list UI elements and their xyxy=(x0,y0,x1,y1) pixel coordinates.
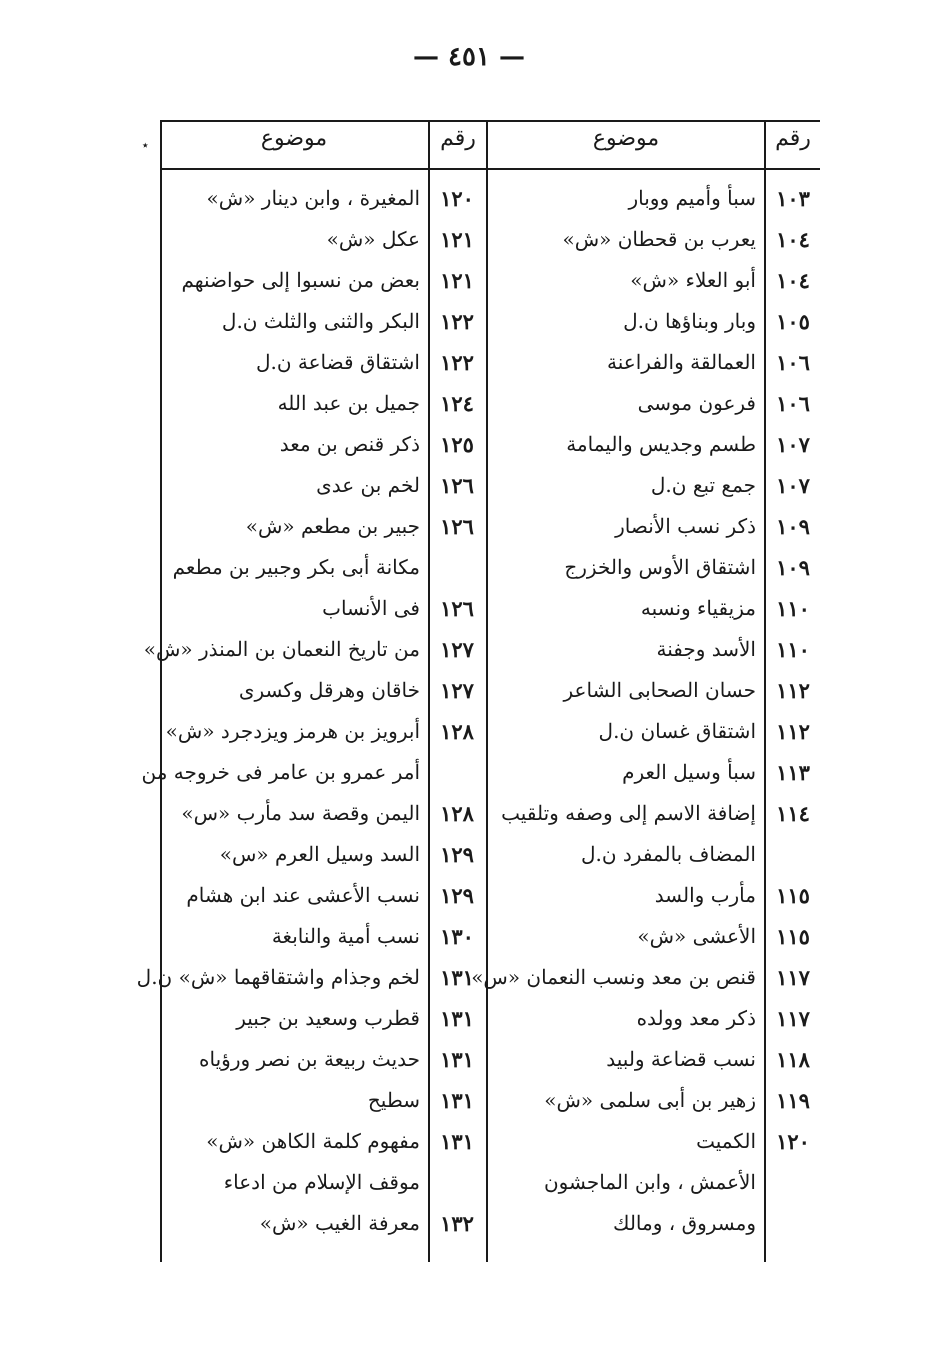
right-topic-cell: الكميت xyxy=(696,1129,756,1153)
table-row xyxy=(160,998,820,1039)
left-topic-cell: نسب الأعشى عند ابن هشام xyxy=(186,883,420,907)
left-topic-cell: أمر عمرو بن عامر فى خروجه من xyxy=(141,760,420,784)
right-topic-cell: قنص بن معد ونسب النعمان «س» xyxy=(471,965,756,989)
table-row xyxy=(160,547,820,588)
left-number-cell: ١٢٤ xyxy=(440,391,474,416)
right-topic-cell: مزيقياء ونسبه xyxy=(640,596,756,620)
left-number-cell: ١٣٢ xyxy=(440,1211,474,1236)
table-row xyxy=(160,260,820,301)
left-topic-cell: اليمن وقصة سد مأرب «س» xyxy=(181,801,420,825)
left-topic-cell: نسب أمية والنابغة xyxy=(271,924,420,948)
right-topic-cell: ذكر نسب الأنصار xyxy=(615,514,756,538)
left-number-cell: ١٢٨ xyxy=(440,801,474,826)
left-topic-cell: اشتقاق قضاعة ن.ل xyxy=(255,350,420,374)
table-row xyxy=(160,506,820,547)
left-number-cell: ١٢٩ xyxy=(440,842,474,867)
left-number-cell: ١٢٨ xyxy=(440,719,474,744)
table-row xyxy=(160,383,820,424)
table-row xyxy=(143,629,820,670)
right-number-cell: ١٠٦ xyxy=(776,391,810,416)
left-topic-cell: موقف الإسلام من ادعاء xyxy=(223,1170,420,1194)
left-topic-cell: السد وسيل العرم «س» xyxy=(219,842,420,866)
table-row xyxy=(160,1080,820,1121)
table-row xyxy=(136,957,820,998)
table-row xyxy=(160,875,820,916)
left-topic-cell: لخم بن عدى xyxy=(316,473,420,497)
index-table xyxy=(136,110,820,1265)
left-number-header: رقم xyxy=(440,126,476,151)
table-row xyxy=(160,588,820,629)
center-header-rule xyxy=(430,168,486,170)
left-number-cell: ١٢٦ xyxy=(440,514,474,539)
table-row xyxy=(160,916,820,957)
left-number-cell: ١٣١ xyxy=(440,1047,474,1072)
page-number: — ٤٥١ — xyxy=(412,42,526,72)
left-topic-cell: مكانة أبى بكر وجبير بن مطعم xyxy=(172,555,420,579)
right-topic-cell: زهير بن أبى سلمى «ش» xyxy=(544,1088,756,1112)
table-row xyxy=(160,670,820,711)
left-topic-cell: أبرويز بن هرمز ويزدجرد «ش» xyxy=(165,719,420,743)
left-number-cell: ١٣١ xyxy=(440,965,474,990)
right-topic-cell: حسان الصحابى الشاعر xyxy=(563,678,756,702)
left-number-cell: ١٢٦ xyxy=(440,473,474,498)
left-topic-cell: جبير بن مطعم «ش» xyxy=(245,514,420,538)
left-number-cell: ١٢١ xyxy=(440,227,474,252)
table-row xyxy=(160,219,820,260)
right-number-cell: ١٠٩ xyxy=(776,555,810,580)
left-topic-cell: لخم وجذام واشتقاقهما «ش» ن.ل xyxy=(136,965,420,989)
right-number-cell: ١٠٣ xyxy=(776,186,810,211)
right-topic-cell: نسب قضاعة ولبيد xyxy=(606,1047,756,1071)
right-number-cell: ١٠٥ xyxy=(776,309,810,334)
right-number-cell: ١٠٤ xyxy=(776,227,810,252)
right-number-cell: ١٠٦ xyxy=(776,350,810,375)
left-topic-cell: من تاريخ النعمان بن المنذر «ش» xyxy=(143,637,420,661)
right-number-cell: ١١٧ xyxy=(776,965,810,990)
right-number-cell xyxy=(768,834,818,875)
left-number-cell: ١٢٧ xyxy=(440,678,474,703)
right-number-cell: ١١٥ xyxy=(776,883,810,908)
table-row xyxy=(160,711,820,752)
right-number-cell: ١١٩ xyxy=(776,1088,810,1113)
left-number-cell: ١٢١ xyxy=(440,268,474,293)
right-topic-cell: الأعمش ، وابن الماجشون xyxy=(543,1170,756,1194)
table-row xyxy=(160,342,820,383)
table-row xyxy=(160,301,820,342)
right-topic-cell: الأعشى «ش» xyxy=(637,924,756,948)
right-topic-cell: وبار وبناؤها ن.ل xyxy=(623,309,756,333)
left-topic-cell: عكل «ش» xyxy=(326,227,420,251)
left-topic-cell: قطرب وسعيد بن جبير xyxy=(236,1006,420,1030)
left-number-cell: ١٣١ xyxy=(440,1129,474,1154)
left-topic-cell: مفهوم كلمة الكاهن «ش» xyxy=(206,1129,420,1153)
right-number-header: رقم xyxy=(775,126,811,151)
index-rows xyxy=(136,178,820,1244)
right-number-cell xyxy=(768,1162,818,1203)
left-topic-cell: المغيرة ، وابن دينار «ش» xyxy=(206,186,420,210)
table-row xyxy=(160,1121,820,1162)
right-number-cell: ١٢٠ xyxy=(776,1129,810,1154)
right-topic-cell: العمالقة والفراعنة xyxy=(607,350,756,374)
right-topic-cell: الأسد وجفنة xyxy=(656,637,756,661)
left-topic-cell: فى الأنساب xyxy=(322,596,420,620)
right-number-cell: ١١٢ xyxy=(776,719,810,744)
right-topic-cell: ومسروق ، ومالك xyxy=(612,1211,756,1235)
right-topic-cell: فرعون موسى xyxy=(637,391,756,415)
left-number-cell: ١٢٢ xyxy=(440,350,474,375)
table-row xyxy=(160,178,820,219)
left-number-cell: ١٢٠ xyxy=(440,186,474,211)
table-row xyxy=(160,1039,820,1080)
table-row xyxy=(160,793,820,834)
left-number-cell: ١٣٠ xyxy=(440,924,474,949)
right-topic-cell: سبأ وسيل العرم xyxy=(622,760,756,784)
left-number-cell: ١٣١ xyxy=(440,1006,474,1031)
far-right-header-rule xyxy=(766,168,820,170)
right-topic-cell: مأرب والسد xyxy=(654,883,756,907)
right-topic-header: موضوع xyxy=(592,126,660,151)
left-number-cell: ١٣١ xyxy=(440,1088,474,1113)
right-number-cell xyxy=(768,1203,818,1244)
left-topic-cell: خاقان وهرقل وكسرى xyxy=(238,678,420,702)
left-topic-cell: معرفة الغيب «ش» xyxy=(259,1211,420,1235)
right-number-cell: ١١٨ xyxy=(776,1047,810,1072)
left-topic-cell: البكر والثنى والثلث ن.ل xyxy=(221,309,420,333)
margin-mark: ٭ xyxy=(142,138,149,152)
left-number-cell xyxy=(432,547,482,588)
table-row xyxy=(160,834,820,875)
left-number-cell: ١٢٧ xyxy=(440,637,474,662)
left-topic-header: موضوع xyxy=(260,126,328,151)
left-number-cell: ١٢٥ xyxy=(440,432,474,457)
right-number-cell: ١١٠ xyxy=(776,596,810,621)
left-topic-cell: سطيح xyxy=(367,1088,420,1112)
table-row xyxy=(160,424,820,465)
right-header-rule xyxy=(488,168,764,170)
left-number-cell: ١٢٦ xyxy=(440,596,474,621)
left-header-rule xyxy=(160,168,428,170)
table-row xyxy=(160,1203,820,1244)
right-topic-cell: سبأ وأميم ووبار xyxy=(628,186,756,210)
right-topic-cell: يعرب بن قحطان «ش» xyxy=(562,227,756,251)
right-number-cell: ١١٧ xyxy=(776,1006,810,1031)
left-number-cell: ١٢٢ xyxy=(440,309,474,334)
left-number-cell xyxy=(432,752,482,793)
table-row xyxy=(160,1162,820,1203)
right-topic-cell: أبو العلاء «ش» xyxy=(630,268,756,292)
right-number-cell: ١١٠ xyxy=(776,637,810,662)
right-number-cell: ١٠٧ xyxy=(776,473,810,498)
right-number-cell: ١١٢ xyxy=(776,678,810,703)
right-number-cell: ١٠٤ xyxy=(776,268,810,293)
right-topic-cell: المضاف بالمفرد ن.ل xyxy=(580,842,756,866)
right-topic-cell: طسم وجديس واليمامة xyxy=(566,432,756,456)
right-number-cell: ١١٥ xyxy=(776,924,810,949)
right-topic-cell: اشتقاق غسان ن.ل xyxy=(598,719,756,743)
right-topic-cell: جمع تبع ن.ل xyxy=(650,473,756,497)
right-number-cell: ١١٣ xyxy=(776,760,810,785)
table-row xyxy=(141,752,820,793)
right-number-cell: ١١٤ xyxy=(776,801,810,826)
left-number-cell xyxy=(432,1162,482,1203)
left-number-cell: ١٢٩ xyxy=(440,883,474,908)
left-topic-cell: بعض من نسبوا إلى حواضنهم xyxy=(181,268,420,292)
left-topic-cell: جميل بن عبد الله xyxy=(277,391,420,415)
right-number-cell: ١٠٧ xyxy=(776,432,810,457)
right-topic-cell: إضافة الاسم إلى وصفه وتلقيب xyxy=(501,801,756,825)
right-topic-cell: ذكر معد وولده xyxy=(636,1006,756,1030)
right-topic-cell: اشتقاق الأوس والخزرج xyxy=(564,555,756,579)
right-number-cell: ١٠٩ xyxy=(776,514,810,539)
table-row xyxy=(160,465,820,506)
left-topic-cell: حديث ربيعة بن نصر ورؤياه xyxy=(199,1047,420,1071)
left-topic-cell: ذكر قنص بن معد xyxy=(279,432,420,456)
